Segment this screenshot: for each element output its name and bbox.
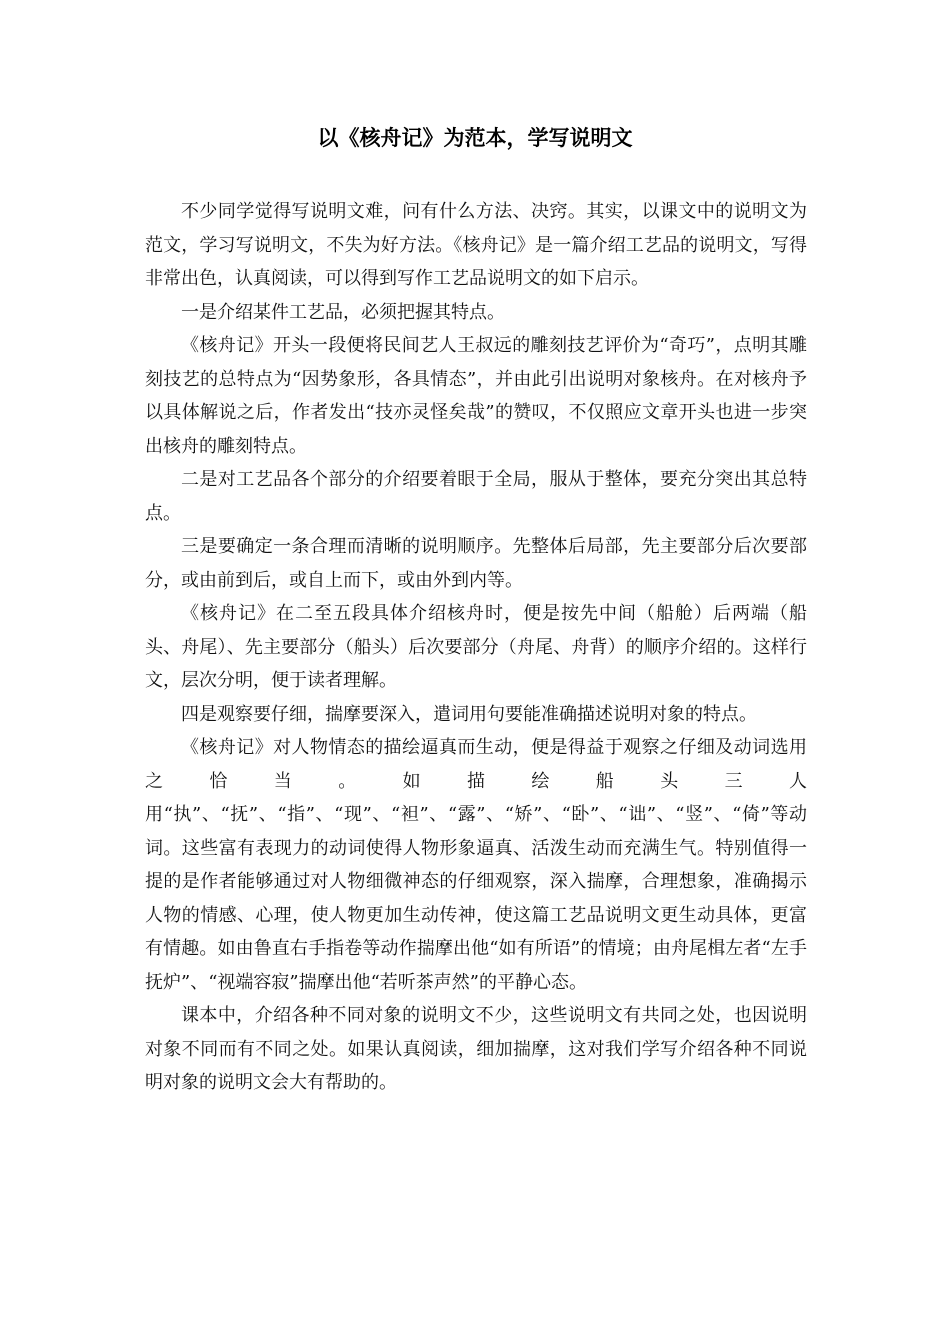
paragraph: 二是对工艺品各个部分的介绍要着眼于全局，服从于整体，要充分突出其总特点。 xyxy=(145,469,807,524)
paragraph: 四是观察要仔细，揣摩要深入，遣词用句要能准确描述说明对象的特点。 xyxy=(181,703,757,725)
paragraph: 课本中，介绍各种不同对象的说明文不少，这些说明文有共同之处，也因说明对象不同而有不同之处。如果认真阅读，细加揣摩，这对我们学写介绍各种不同说明对象的说明文会大有帮助的。 xyxy=(145,1005,807,1093)
document-body xyxy=(145,195,807,1100)
paragraph: 《核舟记》开头一段便将民间艺人王叔远的雕刻技艺评价为“奇巧”，点明其雕刻技艺的总特点为“因势象形，各具情态”，并由此引出说明对象核舟。在对核舟予以具体解说之后，作者发出“技亦灵怪矣哉”的赞叹，不仅照应文章开头也进一步突出核舟的雕刻特点。 xyxy=(145,335,807,457)
paragraph: 《核舟记》对人物情态的描绘逼真而生动，便是得益于观察之仔细及动词选用之恰当。如描绘船头三人用“执”、“抚”、“指”、“现”、“袒”、“露”、“矫”、“卧”、“诎”、“竖”、“倚”等动词。这些富有表现力的动词使得人物形象逼真、活泼生动而充满生气。特别值得一提的是作者能够通过对人物细微神态的仔细观察，深入揣摩，合理想象，准确揭示人物的情感、心理，使人物更加生动传神，使这篇工艺品说明文更生动具体，更富有情趣。如由鲁直右手指卷等动作揣摩出他“如有所语”的情境；由舟尾楫左者“左手抚炉”、“视端容寂”揣摩出他“若听茶声然”的平静心态。 xyxy=(145,737,807,993)
paragraph: 《核舟记》在二至五段具体介绍核舟时，便是按先中间（船舱）后两端（船头、舟尾）、先主要部分（船头）后次要部分（舟尾、舟背）的顺序介绍的。这样行文，层次分明，便于读者理解。 xyxy=(145,603,807,691)
document-title: 以《核舟记》为范本，学写说明文 xyxy=(317,126,633,150)
paragraph: 不少同学觉得写说明文难，问有什么方法、决窍。其实，以课文中的说明文为范文，学习写说明文，不失为好方法。《核舟记》是一篇介绍工艺品的说明文，写得非常出色，认真阅读，可以得到写作工艺品说明文的如下启示。 xyxy=(145,201,807,289)
paragraph: 一是介绍某件工艺品，必须把握其特点。 xyxy=(181,301,505,323)
paragraph: 三是要确定一条合理而清晰的说明顺序。先整体后局部，先主要部分后次要部分，或由前到后，或自上而下，或由外到内等。 xyxy=(145,536,807,591)
